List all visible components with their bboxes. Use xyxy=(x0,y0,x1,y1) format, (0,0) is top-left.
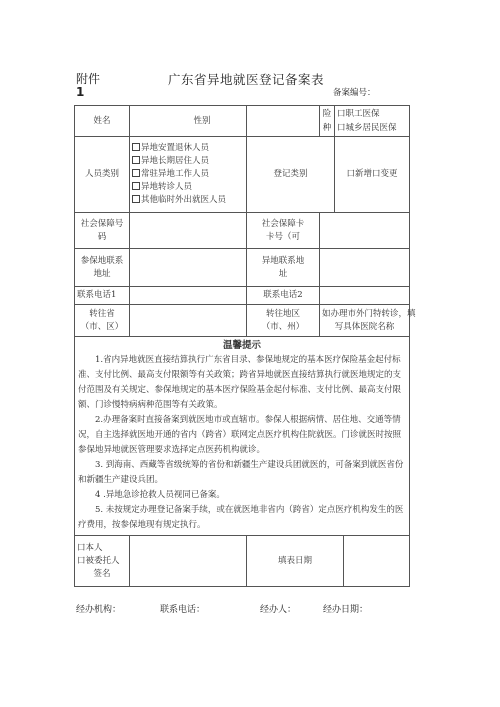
phone2-field[interactable] xyxy=(320,287,410,305)
tip-item: 1.省内异地就医直接结算执行广东省目录、参保地规定的基本医疗保险基金起付标准、支付比例、最高支付限额等有关政策；跨省异地就医直接结算执行就医地规定的支付范围及有关规定、参保地规定的基本医疗保险基金起付标准、支付比例、最高支付限额、门诊慢特病病种范围等有关政策。 xyxy=(78,355,402,410)
footer-handler-label: 经办人： xyxy=(260,605,297,615)
insurance-label: 险 种 xyxy=(320,106,335,137)
ssn-label: 社会保障号 码 xyxy=(75,213,130,249)
checkbox-icon xyxy=(132,195,140,203)
person-type-option[interactable]: 异地长期居住人员 xyxy=(132,155,244,168)
insurance-option-resident[interactable]: 口城乡居民医保 xyxy=(337,123,397,133)
person-type-option[interactable]: 异地转诊人员 xyxy=(132,181,244,194)
checkbox-icon xyxy=(132,143,140,151)
ssn-field[interactable] xyxy=(130,213,247,249)
tip-item: 2.办理备案时直接备案到就医地市或直辖市。参保人根据病情、居住地、交通等情况，自主选择就医地开通的省内（跨省）联网定点医疗机构住院就医。门诊就医时按照参保地异地就医管理要求选择定点医药机构就诊。 xyxy=(78,415,402,455)
tip-item: 5. 未按规定办理登记备案手续，或在就医地非省内（跨省）定点医疗机构发生的医疗费用，按参保地现有规定执行。 xyxy=(78,505,404,530)
tip-item: 3. 到海南、西藏等省级统筹的省份和新疆生产建设兵团就医的，可备案到就医省份和新疆生产建设兵团。 xyxy=(78,460,404,485)
attachment-number: 1 xyxy=(76,85,85,99)
transfer-province-field[interactable] xyxy=(130,305,247,337)
signature-label: 签名 xyxy=(93,568,111,579)
insurance-options xyxy=(335,106,410,137)
phone2-label: 联系电话2 xyxy=(247,287,320,305)
signer-options xyxy=(75,536,130,587)
page-title: 广东省异地就医登记备案表 xyxy=(168,72,325,87)
ssn-card-label: 社会保障卡 卡号（可 xyxy=(247,213,320,249)
ssn-card-field[interactable] xyxy=(320,213,410,249)
gender-label: 性别 xyxy=(130,106,247,137)
registration-type-label: 登记类别 xyxy=(247,137,335,213)
form-table xyxy=(74,105,416,587)
signature-field[interactable] xyxy=(130,536,247,587)
local-address-label: 参保地联系 地址 xyxy=(75,249,130,287)
person-type-option[interactable]: 异地安置退休人员 xyxy=(132,142,244,155)
tip-item: 4 .异地急诊抢救人员视同已备案。 xyxy=(95,490,225,500)
tips-title: 温馨提示 xyxy=(222,340,261,351)
checkbox-icon xyxy=(132,156,140,164)
checkbox-icon xyxy=(132,169,140,177)
signer-option-self[interactable]: 口本人 xyxy=(77,542,103,553)
remote-address-field[interactable] xyxy=(320,249,410,287)
person-type-options xyxy=(130,137,247,213)
person-type-label: 人员类别 xyxy=(75,137,130,213)
footer-agency-label: 经办机构： xyxy=(76,605,122,615)
checkbox-icon xyxy=(132,182,140,190)
transfer-province-label: 转往省 （市、区） xyxy=(75,305,130,337)
signer-option-delegate[interactable]: 口被委托人 xyxy=(77,555,120,566)
footer-handle-date-label: 经办日期： xyxy=(323,605,369,615)
registration-form xyxy=(74,105,416,592)
footer-phone-label: 联系电话： xyxy=(160,605,206,615)
gender-value-field[interactable] xyxy=(247,106,320,137)
fill-date-label: 填表日期 xyxy=(247,536,410,587)
phone1-field[interactable] xyxy=(130,287,247,305)
fill-date-field[interactable] xyxy=(343,536,409,586)
record-number-label: 备案编号： xyxy=(333,88,376,98)
registration-type-options[interactable]: 口新增口变更 xyxy=(335,137,410,213)
phone1-label: 联系电话1 xyxy=(75,287,130,305)
insurance-option-employee[interactable]: 口职工医保 xyxy=(337,109,380,119)
local-address-field[interactable] xyxy=(130,249,247,287)
name-label: 姓名 xyxy=(75,106,130,137)
hospital-note[interactable]: 如办理市外门特转诊，填 写具体医院名称 xyxy=(320,305,410,337)
transfer-region-label: 转往地区 （市、州） xyxy=(247,305,320,337)
tips-list xyxy=(78,353,406,533)
person-type-option[interactable]: 常驻异地工作人员 xyxy=(132,168,244,181)
remote-address-label: 异地联系地 址 xyxy=(247,249,320,287)
attachment-label: 附件 xyxy=(76,72,101,86)
tips-section xyxy=(75,337,410,536)
person-type-option[interactable]: 其他临时外出就医人员 xyxy=(132,194,244,207)
